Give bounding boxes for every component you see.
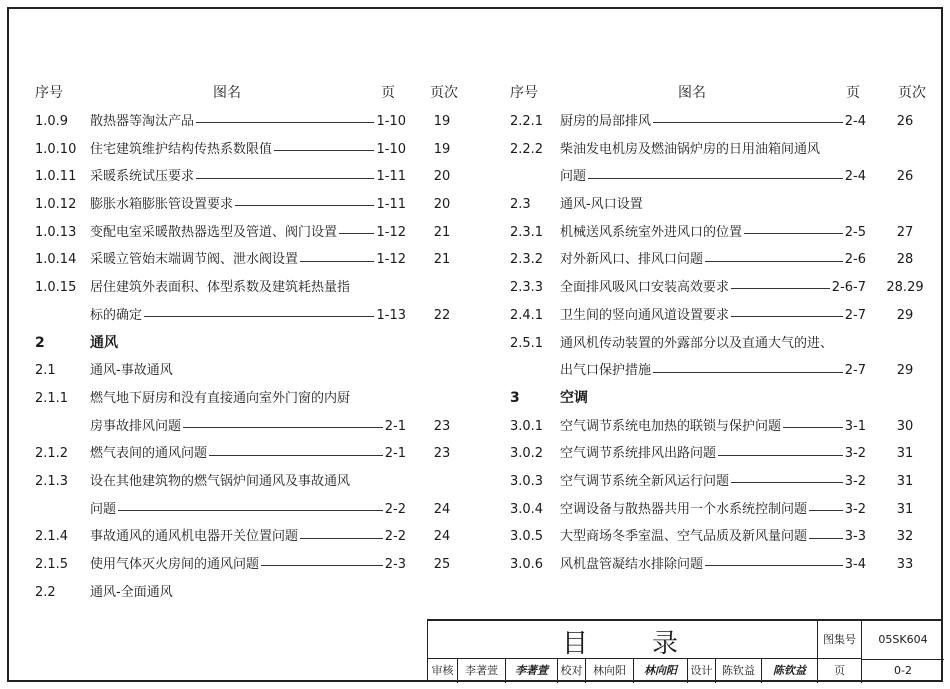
entry-page-ref: 2-4 (844, 114, 866, 129)
entry-number: 2.2.2 (510, 141, 544, 157)
toc-row (508, 108, 928, 136)
entry-title-line (90, 385, 406, 413)
entry-title-line (560, 440, 866, 468)
entry-title-line (560, 108, 866, 136)
entry-number: 1.0.11 (35, 169, 77, 185)
entry-page-ref: 2-7 (844, 307, 866, 323)
entry-page-ref: 3-3 (844, 529, 866, 545)
entry-number: 2.5.1 (510, 335, 544, 351)
entry-number: 1.0.12 (35, 197, 77, 213)
entry-title: 厨房的局部排风 (560, 114, 652, 129)
entry-title: 空调设备与散热器共用一个水系统控制问题 (560, 501, 808, 517)
entry-page-count: 23 (433, 418, 451, 434)
toc-row (33, 357, 468, 385)
entry-title: 居住建筑外表面积、体型系数及建筑耗热量指 (90, 280, 351, 296)
header-name: 图名 (213, 85, 241, 101)
header-page: 页 (381, 85, 395, 101)
entry-number: 1.0.13 (35, 224, 77, 240)
leader-line (809, 538, 843, 539)
toc-row (508, 330, 928, 358)
entry-title-line (560, 274, 866, 302)
toc-left-column (33, 78, 468, 606)
checker-name: 林向阳 (586, 659, 634, 683)
entry-title: 采暖系统试压要求 (90, 169, 195, 185)
entry-page-count: 28.29 (886, 280, 924, 296)
entry-page-ref: 1-11 (376, 197, 406, 213)
entry-number: 3.0.6 (510, 557, 544, 572)
entry-title: 散热器等淘汰产品 (90, 114, 195, 129)
entry-title-line (560, 246, 866, 274)
entry-title-line (560, 136, 866, 164)
leader-line (731, 316, 843, 317)
entry-page-count: 25 (433, 557, 451, 572)
entry-page-count: 32 (896, 529, 914, 545)
entry-title-line (560, 468, 866, 496)
entry-title: 空气调节系统电加热的联锁与保护问题 (560, 418, 782, 434)
header-no: 序号 (35, 85, 63, 101)
entry-page-count: 19 (433, 114, 451, 129)
entry-title: 空气调节系统排风出路问题 (560, 446, 717, 462)
title-char-2: 录 (652, 629, 680, 659)
leader-line (144, 316, 374, 317)
entry-page-count: 33 (896, 557, 914, 572)
toc-row (33, 440, 468, 468)
leader-line (744, 233, 843, 234)
toc-row (508, 246, 928, 274)
entry-title: 柴油发电机房及燃油锅炉房的日用油箱间通风 (560, 141, 821, 157)
entry-page-count: 24 (433, 529, 451, 545)
toc-row (508, 440, 928, 468)
entry-page-count: 26 (896, 114, 914, 129)
entry-title: 空气调节系统全新风运行问题 (560, 473, 730, 489)
entry-title: 风机盘管凝结水排除问题 (560, 557, 704, 572)
entry-page-count: 26 (896, 169, 914, 185)
entry-page-ref: 2-3 (384, 557, 406, 572)
toc-row (508, 496, 928, 524)
designer-name: 陈钦益 (716, 659, 762, 683)
entry-page-ref: 2-2 (384, 529, 406, 545)
toc-row (508, 551, 928, 579)
toc-header (33, 78, 468, 108)
entry-page-count: 29 (896, 307, 914, 323)
entry-number: 2 (35, 334, 45, 351)
leader-line (731, 288, 830, 289)
toc-right-column (508, 78, 928, 579)
entry-page-ref: 1-12 (376, 252, 406, 268)
entry-title-line (560, 219, 866, 247)
leader-line (261, 565, 383, 566)
toc-row (33, 385, 468, 413)
toc-row (33, 302, 468, 330)
title-block (427, 619, 943, 682)
entry-title-line (560, 191, 866, 219)
page-number: 0-2 (894, 664, 912, 677)
leader-line (588, 178, 843, 179)
atlas-label: 图集号 (818, 621, 862, 659)
toc-section-row (33, 330, 468, 358)
entry-number: 2.1.3 (35, 473, 69, 489)
check-label: 校对 (558, 659, 586, 683)
entry-number: 3.0.4 (510, 501, 544, 517)
toc-row (508, 136, 928, 164)
design-label: 设计 (688, 659, 716, 683)
designer-signature: 陈钦益 (762, 659, 818, 683)
entry-title: 燃气表间的通风问题 (90, 446, 208, 462)
entry-title-line (90, 219, 406, 247)
entry-title-line (90, 551, 406, 579)
entry-title: 采暖立管始末端调节阀、泄水阀设置 (90, 252, 299, 268)
entry-title: 膨胀水箱膨胀管设置要求 (90, 197, 234, 213)
entry-number: 1.0.10 (35, 141, 77, 157)
entry-title: 标的确定 (90, 307, 143, 323)
entry-page-ref: 3-2 (844, 473, 866, 489)
entry-number: 2.1.1 (35, 390, 69, 406)
entry-page-count: 31 (896, 501, 914, 517)
entry-title: 大型商场冬季室温、空气品质及新风量问题 (560, 529, 808, 545)
atlas-number: 05SK604 (862, 621, 944, 660)
entry-page-ref: 3-1 (844, 418, 866, 434)
toc-row (33, 246, 468, 274)
entry-page-ref: 2-6-7 (831, 280, 866, 296)
entry-title: 出气口保护措施 (560, 363, 652, 379)
entry-title: 住宅建筑维护结构传热系数限值 (90, 141, 273, 157)
header-pages: 页次 (898, 85, 926, 101)
entry-title: 通风-全面通风 (90, 584, 173, 600)
leader-line (809, 510, 843, 511)
entry-page-count: 22 (433, 307, 451, 323)
toc-row (33, 274, 468, 302)
toc-row (33, 496, 468, 524)
entry-title-line (90, 191, 406, 219)
entry-page-ref: 3-4 (844, 557, 866, 572)
toc-row (508, 413, 928, 441)
entry-title: 机械送风系统室外进风口的位置 (560, 224, 743, 240)
entry-page-count: 27 (896, 224, 914, 240)
entry-page-count: 21 (433, 224, 451, 240)
leader-line (653, 372, 843, 373)
entry-title: 空调 (560, 389, 588, 406)
entry-page-count: 20 (433, 169, 451, 185)
title-block-main (428, 621, 818, 659)
toc-row (33, 551, 468, 579)
leader-line (183, 427, 383, 428)
leader-line (705, 261, 843, 262)
toc-row (33, 163, 468, 191)
entry-page-count: 31 (896, 446, 914, 462)
entry-page-ref: 1-11 (376, 169, 406, 185)
entry-title: 通风-事故通风 (90, 363, 173, 379)
toc-row (33, 136, 468, 164)
entry-title: 燃气地下厨房和没有直接通向室外门窗的内厨 (90, 390, 351, 406)
entry-page-ref: 2-6 (844, 252, 866, 268)
entry-title-line (560, 302, 866, 330)
reviewer-signature: 李著萱 (506, 659, 558, 683)
entry-title-line (560, 496, 866, 524)
entry-title-line (90, 357, 406, 385)
entry-page-ref: 2-1 (384, 418, 406, 434)
entry-title-line (560, 413, 866, 441)
entry-title: 问题 (560, 169, 587, 185)
entry-title-line (560, 357, 866, 385)
toc-section-row (508, 385, 928, 413)
toc-row (508, 191, 928, 219)
entry-page-count: 29 (896, 363, 914, 379)
leader-line (300, 261, 374, 262)
entry-title-line (90, 496, 406, 524)
entry-title-line (90, 136, 406, 164)
entry-page-count: 21 (433, 252, 451, 268)
review-label: 审核 (428, 659, 458, 683)
entry-number: 2.2 (35, 584, 56, 600)
entry-page-ref: 2-5 (844, 224, 866, 240)
entry-page-ref: 2-1 (384, 446, 406, 462)
leader-line (209, 455, 383, 456)
entry-number: 1.0.9 (35, 114, 69, 129)
toc-row (33, 219, 468, 247)
toc-header (508, 78, 928, 108)
entry-title-line (90, 413, 406, 441)
leader-line (731, 482, 843, 483)
entry-title: 事故通风的通风机电器开关位置问题 (90, 529, 299, 545)
leader-line (339, 233, 374, 234)
leader-line (300, 538, 383, 539)
entry-title: 通风机传动装置的外露部分以及直通大气的进、 (560, 335, 834, 351)
entry-page-ref: 3-2 (844, 446, 866, 462)
toc-row (33, 108, 468, 136)
entry-title-line (560, 523, 866, 551)
leader-line (196, 122, 374, 123)
entry-page-count: 28 (896, 252, 914, 268)
toc-row (33, 468, 468, 496)
entry-page-count: 20 (433, 197, 451, 213)
entry-number: 1.0.15 (35, 280, 77, 296)
toc-row (33, 191, 468, 219)
checker-signature: 林向阳 (634, 659, 688, 683)
entry-title: 通风-风口设置 (560, 197, 643, 213)
entry-page-ref: 2-4 (844, 169, 866, 185)
header-no: 序号 (510, 85, 538, 101)
entry-number: 2.1.4 (35, 529, 69, 545)
toc-row (33, 523, 468, 551)
entry-title: 对外新风口、排风口问题 (560, 252, 704, 268)
leader-line (118, 510, 383, 511)
entry-number: 2.1 (35, 363, 56, 379)
entry-title-line (560, 163, 866, 191)
entry-page-count: 30 (896, 418, 914, 434)
entry-title: 卫生间的竖向通风道设置要求 (560, 307, 730, 323)
entry-page-count: 19 (433, 141, 451, 157)
entry-title-line (90, 579, 406, 607)
entry-title: 问题 (90, 501, 117, 517)
entry-page-ref: 2-7 (844, 363, 866, 379)
entry-title: 房事故排风问题 (90, 418, 182, 434)
entry-number: 3.0.3 (510, 473, 544, 489)
entry-title-line (90, 246, 406, 274)
header-page: 页 (846, 85, 860, 101)
entry-title-line (560, 551, 866, 579)
entry-number: 2.1.5 (35, 557, 69, 572)
entry-title-line (90, 302, 406, 330)
entry-title-line (90, 274, 406, 302)
page-label: 页 (818, 659, 862, 683)
toc-row (33, 579, 468, 607)
entry-number: 3 (510, 389, 520, 406)
entry-number: 2.3.2 (510, 252, 544, 268)
leader-line (705, 565, 843, 566)
entry-number: 2.4.1 (510, 307, 544, 323)
header-name: 图名 (678, 85, 706, 101)
toc-row (508, 523, 928, 551)
toc-row (508, 302, 928, 330)
leader-line (274, 150, 374, 151)
entry-page-count: 31 (896, 473, 914, 489)
entry-page-ref: 1-13 (376, 307, 406, 323)
toc-row (508, 468, 928, 496)
title-char-1: 目 (562, 629, 590, 659)
entry-number: 2.3 (510, 197, 531, 213)
entry-number: 1.0.14 (35, 252, 77, 268)
toc-row (508, 357, 928, 385)
entry-title-line (90, 523, 406, 551)
entry-title-line (560, 385, 866, 413)
entry-page-count: 23 (433, 446, 451, 462)
leader-line (235, 205, 374, 206)
toc-row (508, 219, 928, 247)
entry-title-line (90, 330, 406, 358)
entry-page-count: 24 (433, 501, 451, 517)
entry-title-line (90, 440, 406, 468)
entry-title: 全面排风吸风口安装高效要求 (560, 280, 730, 296)
leader-line (196, 178, 374, 179)
header-pages: 页次 (430, 85, 458, 101)
entry-title-line (90, 108, 406, 136)
entry-number: 2.3.3 (510, 280, 544, 296)
entry-title: 使用气体灭火房间的通风问题 (90, 557, 260, 572)
leader-line (718, 455, 843, 456)
entry-number: 3.0.1 (510, 418, 544, 434)
entry-number: 2.3.1 (510, 224, 544, 240)
reviewer-name: 李著萱 (458, 659, 506, 683)
entry-title: 通风 (90, 334, 118, 351)
entry-number: 2.2.1 (510, 114, 544, 129)
entry-page-ref: 3-2 (844, 501, 866, 517)
toc-row (508, 274, 928, 302)
entry-title-line (90, 163, 406, 191)
entry-title-line (90, 468, 406, 496)
entry-page-ref: 1-10 (376, 114, 406, 129)
toc-row (33, 413, 468, 441)
entry-number: 3.0.2 (510, 446, 544, 462)
entry-title: 设在其他建筑物的燃气锅炉间通风及事故通风 (90, 473, 351, 489)
entry-title: 变配电室采暖散热器选型及管道、阀门设置 (90, 224, 338, 240)
leader-line (783, 427, 843, 428)
toc-row (508, 163, 928, 191)
entry-number: 2.1.2 (35, 446, 69, 462)
entry-number: 3.0.5 (510, 529, 544, 545)
entry-page-ref: 1-12 (376, 224, 406, 240)
entry-page-ref: 1-10 (376, 141, 406, 157)
leader-line (653, 122, 843, 123)
entry-title-line (560, 330, 866, 358)
entry-page-ref: 2-2 (384, 501, 406, 517)
